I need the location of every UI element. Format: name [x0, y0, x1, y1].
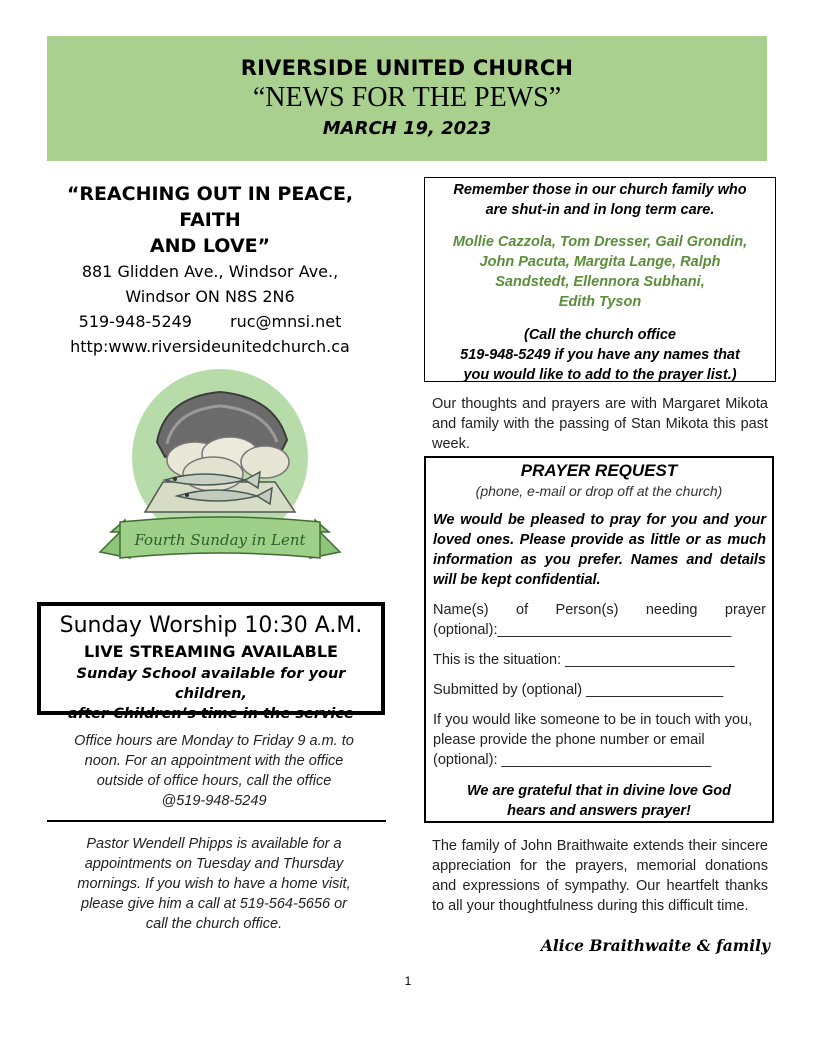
page-number: 1 — [404, 974, 412, 988]
shut-in-title-2: are shut-in and in long term care. — [485, 202, 715, 218]
church-email[interactable]: ruc@mnsi.net — [229, 312, 342, 331]
contact-block — [40, 181, 380, 359]
sunday-school-line-2: after Children’s time in the service — [68, 706, 354, 722]
shut-in-call-3: you would like to add to the prayer list.) — [463, 367, 737, 383]
pastor-line: mornings. If you wish to have a home visit, — [77, 876, 351, 892]
thoughts-paragraph: Our thoughts and prayers are with Margaret Mikota and family with the passing of Stan Mikota this past week. — [432, 396, 768, 452]
sunday-school-line-1: Sunday School available for your children, — [76, 666, 346, 702]
prayer-request-box — [424, 456, 774, 823]
office-line: noon. For an appointment with the office — [84, 753, 344, 769]
submitted-by-field[interactable]: Submitted by (optional) _________________ — [433, 682, 724, 698]
pastor-line: appointments on Tuesday and Thursday — [84, 856, 344, 872]
prayer-request-body: We would be pleased to pray for you and your loved ones. Please provide as little or as much information as you prefer. Names and details will be kept confidential. — [433, 512, 766, 588]
address-line-1: 881 Glidden Ave., Windsor Ave., — [81, 262, 339, 281]
contact-field[interactable]: If you would like someone to be in touch with you, please provide the phone number or email (optional): __________________________ — [433, 712, 753, 768]
newsletter-header — [47, 36, 767, 161]
section-divider — [47, 820, 386, 822]
pastor-availability — [42, 834, 386, 934]
office-line: outside of office hours, call the office — [96, 773, 332, 789]
shut-in-names-line: Edith Tyson — [558, 294, 642, 310]
worship-box — [37, 602, 385, 722]
live-streaming-label: LIVE STREAMING AVAILABLE — [84, 642, 338, 661]
shut-in-title-1: Remember those in our church family who — [453, 182, 747, 198]
shut-in-names — [425, 232, 775, 312]
prayer-grateful-2: hears and answers prayer! — [507, 803, 691, 819]
address-line-2: Windsor ON N8S 2N6 — [125, 287, 295, 306]
motto-line-1: “REACHING OUT IN PEACE, FAITH — [66, 183, 354, 231]
shut-in-call-2: 519-948-5249 if you have any names that — [460, 347, 740, 363]
bread-and-fish-basket-icon — [95, 362, 345, 572]
shut-in-call-1: (Call the church office — [523, 327, 676, 343]
office-line: @519-948-5249 — [161, 793, 267, 809]
shut-in-names-line: Mollie Cazzola, Tom Dresser, Gail Grondin, — [452, 234, 748, 250]
signature: Alice Braithwaite & family — [540, 936, 770, 955]
prayer-request-subtitle: (phone, e-mail or drop off at the church) — [475, 483, 723, 499]
prayer-request-title: PRAYER REQUEST — [520, 461, 678, 480]
phone-email-row — [40, 309, 380, 334]
shut-in-names-line: John Pacuta, Margita Lange, Ralph — [479, 254, 721, 270]
pastor-line: Pastor Wendell Phipps is available for a — [86, 836, 342, 852]
motto-line-2: AND LOVE” — [149, 235, 271, 257]
newsletter-title: “NEWS FOR THE PEWS” — [252, 82, 562, 113]
prayer-grateful-1: We are grateful that in divine love God — [466, 783, 731, 799]
office-line: Office hours are Monday to Friday 9 a.m. to — [74, 733, 354, 749]
newsletter-date: MARCH 19, 2023 — [322, 118, 492, 139]
church-name: RIVERSIDE UNITED CHURCH — [240, 56, 574, 80]
situation-field[interactable]: This is the situation: _____________________ — [433, 652, 735, 668]
church-website[interactable]: http:www.riversideunitedchurch.ca — [70, 337, 350, 356]
office-hours — [42, 731, 386, 811]
names-field[interactable]: Name(s) of Person(s) needing prayer (optional):_____________________________ — [433, 602, 766, 638]
family-thanks: The family of John Braithwaite extends their sincere appreciation for the prayers, memorial donations and expressions of sympathy. Our heartfelt thanks to all your thoughtfulness during this difficult time. — [432, 838, 768, 914]
logo-ribbon-text: Fourth Sunday in Lent — [134, 531, 306, 549]
church-phone: 519-948-5249 — [78, 312, 192, 331]
shut-in-names-line: Sandstedt, Ellennora Subhani, — [495, 274, 705, 290]
shut-in-box — [424, 177, 776, 382]
pastor-line: please give him a call at 519-564-5656 or — [81, 896, 347, 912]
worship-time: Sunday Worship 10:30 A.M. — [59, 613, 363, 638]
pastor-line: call the church office. — [145, 916, 283, 932]
